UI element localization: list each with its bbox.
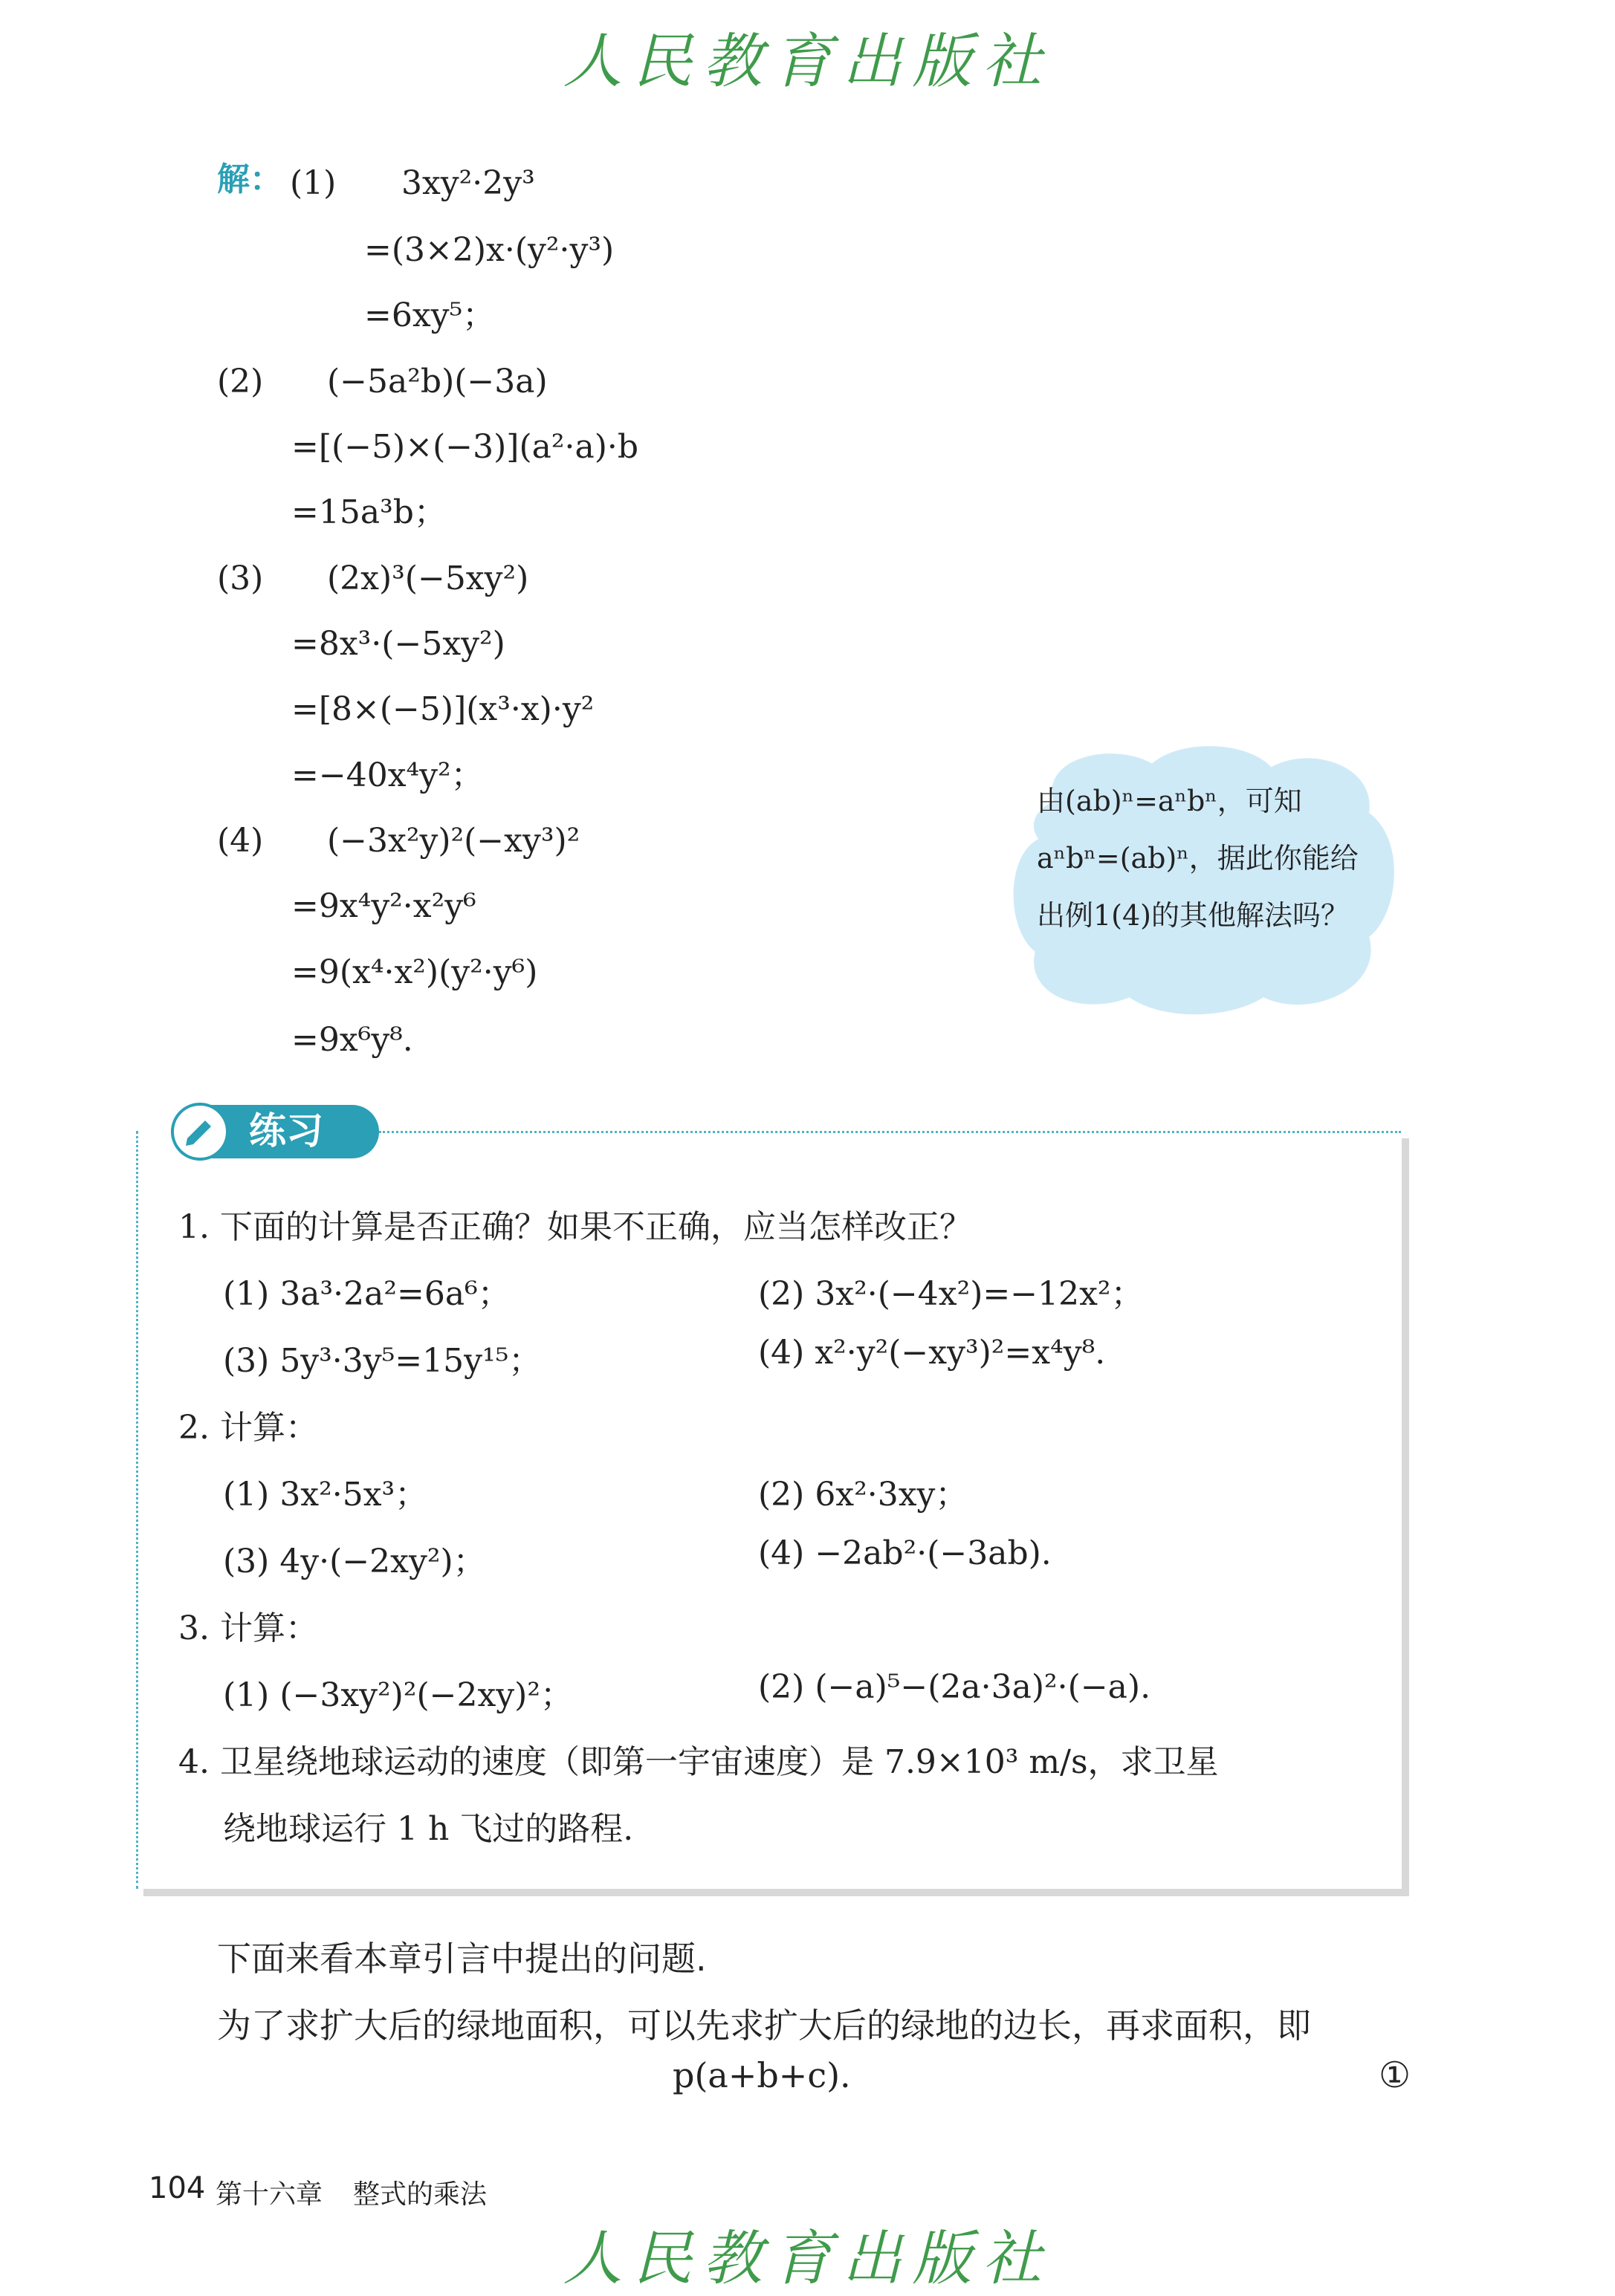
solution-label: 解： [217,160,282,198]
exercise-q1-a: (1) 3a³·2a²=6a⁶； [223,1275,511,1313]
solution-part4-line2: =9x⁴y²·x²y⁶ [291,887,476,925]
solution-part3-line3: =[8×(−5)](x³·x)·y² [291,690,595,728]
exercise-q4-line1: 4. 卫星绕地球运动的速度（即第一宇宙速度）是 7.9×10³ m/s，求卫星 [178,1743,1219,1781]
exercise-q4-line2: 绕地球运行 1 h 飞过的路程. [223,1810,634,1848]
solution-part4-number: (4) [217,822,264,860]
solution-part1-number: (1) [290,164,337,202]
solution-part4-line4: =9x⁶y⁸. [291,1021,413,1059]
formula-tag: ① [1379,2055,1411,2096]
solution-part3-line1: (2x)³(−5xy²) [327,560,529,597]
solution-part1-line2: =(3×2)x·(y²·y³) [364,231,615,269]
exercise-q1-stem: 1. 下面的计算是否正确？如果不正确，应当怎样改正？ [178,1208,972,1246]
exercise-q3-b: (2) (−a)⁵−(2a·3a)²·(−a). [758,1668,1151,1706]
chapter-label: 第十六章 [216,2179,323,2210]
solution-part2-number: (2) [217,363,264,400]
solution-part3-line2: =8x³·(−5xy²) [291,625,505,663]
solution-part3-line4: =−40x⁴y²； [291,756,484,794]
cloud-hint-text: 由(ab)ⁿ=aⁿbⁿ，可知aⁿbⁿ=(ab)ⁿ，据此你能给出例1(4)的其他解法吗？ [1037,785,1359,932]
body-paragraph-1: 下面来看本章引言中提出的问题. [217,1939,707,1979]
exercise-dotted-rule [379,1131,1401,1133]
exercise-q1-b: (2) 3x²·(−4x²)=−12x²； [758,1275,1144,1313]
exercise-title: 练习 [249,1109,323,1152]
exercise-q1-c: (3) 5y³·3y⁵=15y¹⁵； [223,1342,542,1380]
exercise-q2-b: (2) 6x²·3xy； [758,1476,968,1514]
section-label: 整式的乘法 [353,2179,488,2210]
solution-part4-line3: =9(x⁴·x²)(y²·y⁶) [291,953,538,991]
exercise-q3-stem: 3. 计算： [178,1609,318,1647]
solution-part1-line1: 3xy²·2y³ [401,164,535,202]
exercise-q1-d: (4) x²·y²(−xy³)²=x⁴y⁸. [758,1334,1106,1372]
publisher-signature-bottom: 人民教育出版社 [563,2224,1052,2293]
solution-part2-line3: =15a³b； [291,493,447,531]
page-number: 104 [149,2171,206,2205]
exercise-q2-a: (1) 3x²·5x³； [223,1476,428,1514]
exercise-q2-stem: 2. 计算： [178,1409,318,1447]
solution-label-line [217,160,282,198]
solution-part2-line2: =[(−5)×(−3)](a²·a)·b [291,428,639,466]
formula-1: p(a+b+c). [673,2055,851,2095]
solution-part4-line1: (−3x²y)²(−xy³)² [327,822,580,860]
exercise-q2-d: (4) −2ab²·(−3ab). [758,1534,1052,1572]
exercise-pencil-icon [171,1103,229,1161]
body-paragraph-2: 为了求扩大后的绿地面积，可以先求扩大后的绿地的边长，再求面积，即 [217,2005,1311,2046]
publisher-signature-top: 人民教育出版社 [563,27,1052,96]
solution-part3-number: (3) [217,560,264,597]
solution-part2-line1: (−5a²b)(−3a) [327,363,548,400]
solution-part1-line3: =6xy⁵； [364,296,496,334]
exercise-q2-c: (3) 4y·(−2xy²)； [223,1543,486,1580]
exercise-q3-a: (1) (−3xy²)²(−2xy)²； [223,1676,573,1714]
